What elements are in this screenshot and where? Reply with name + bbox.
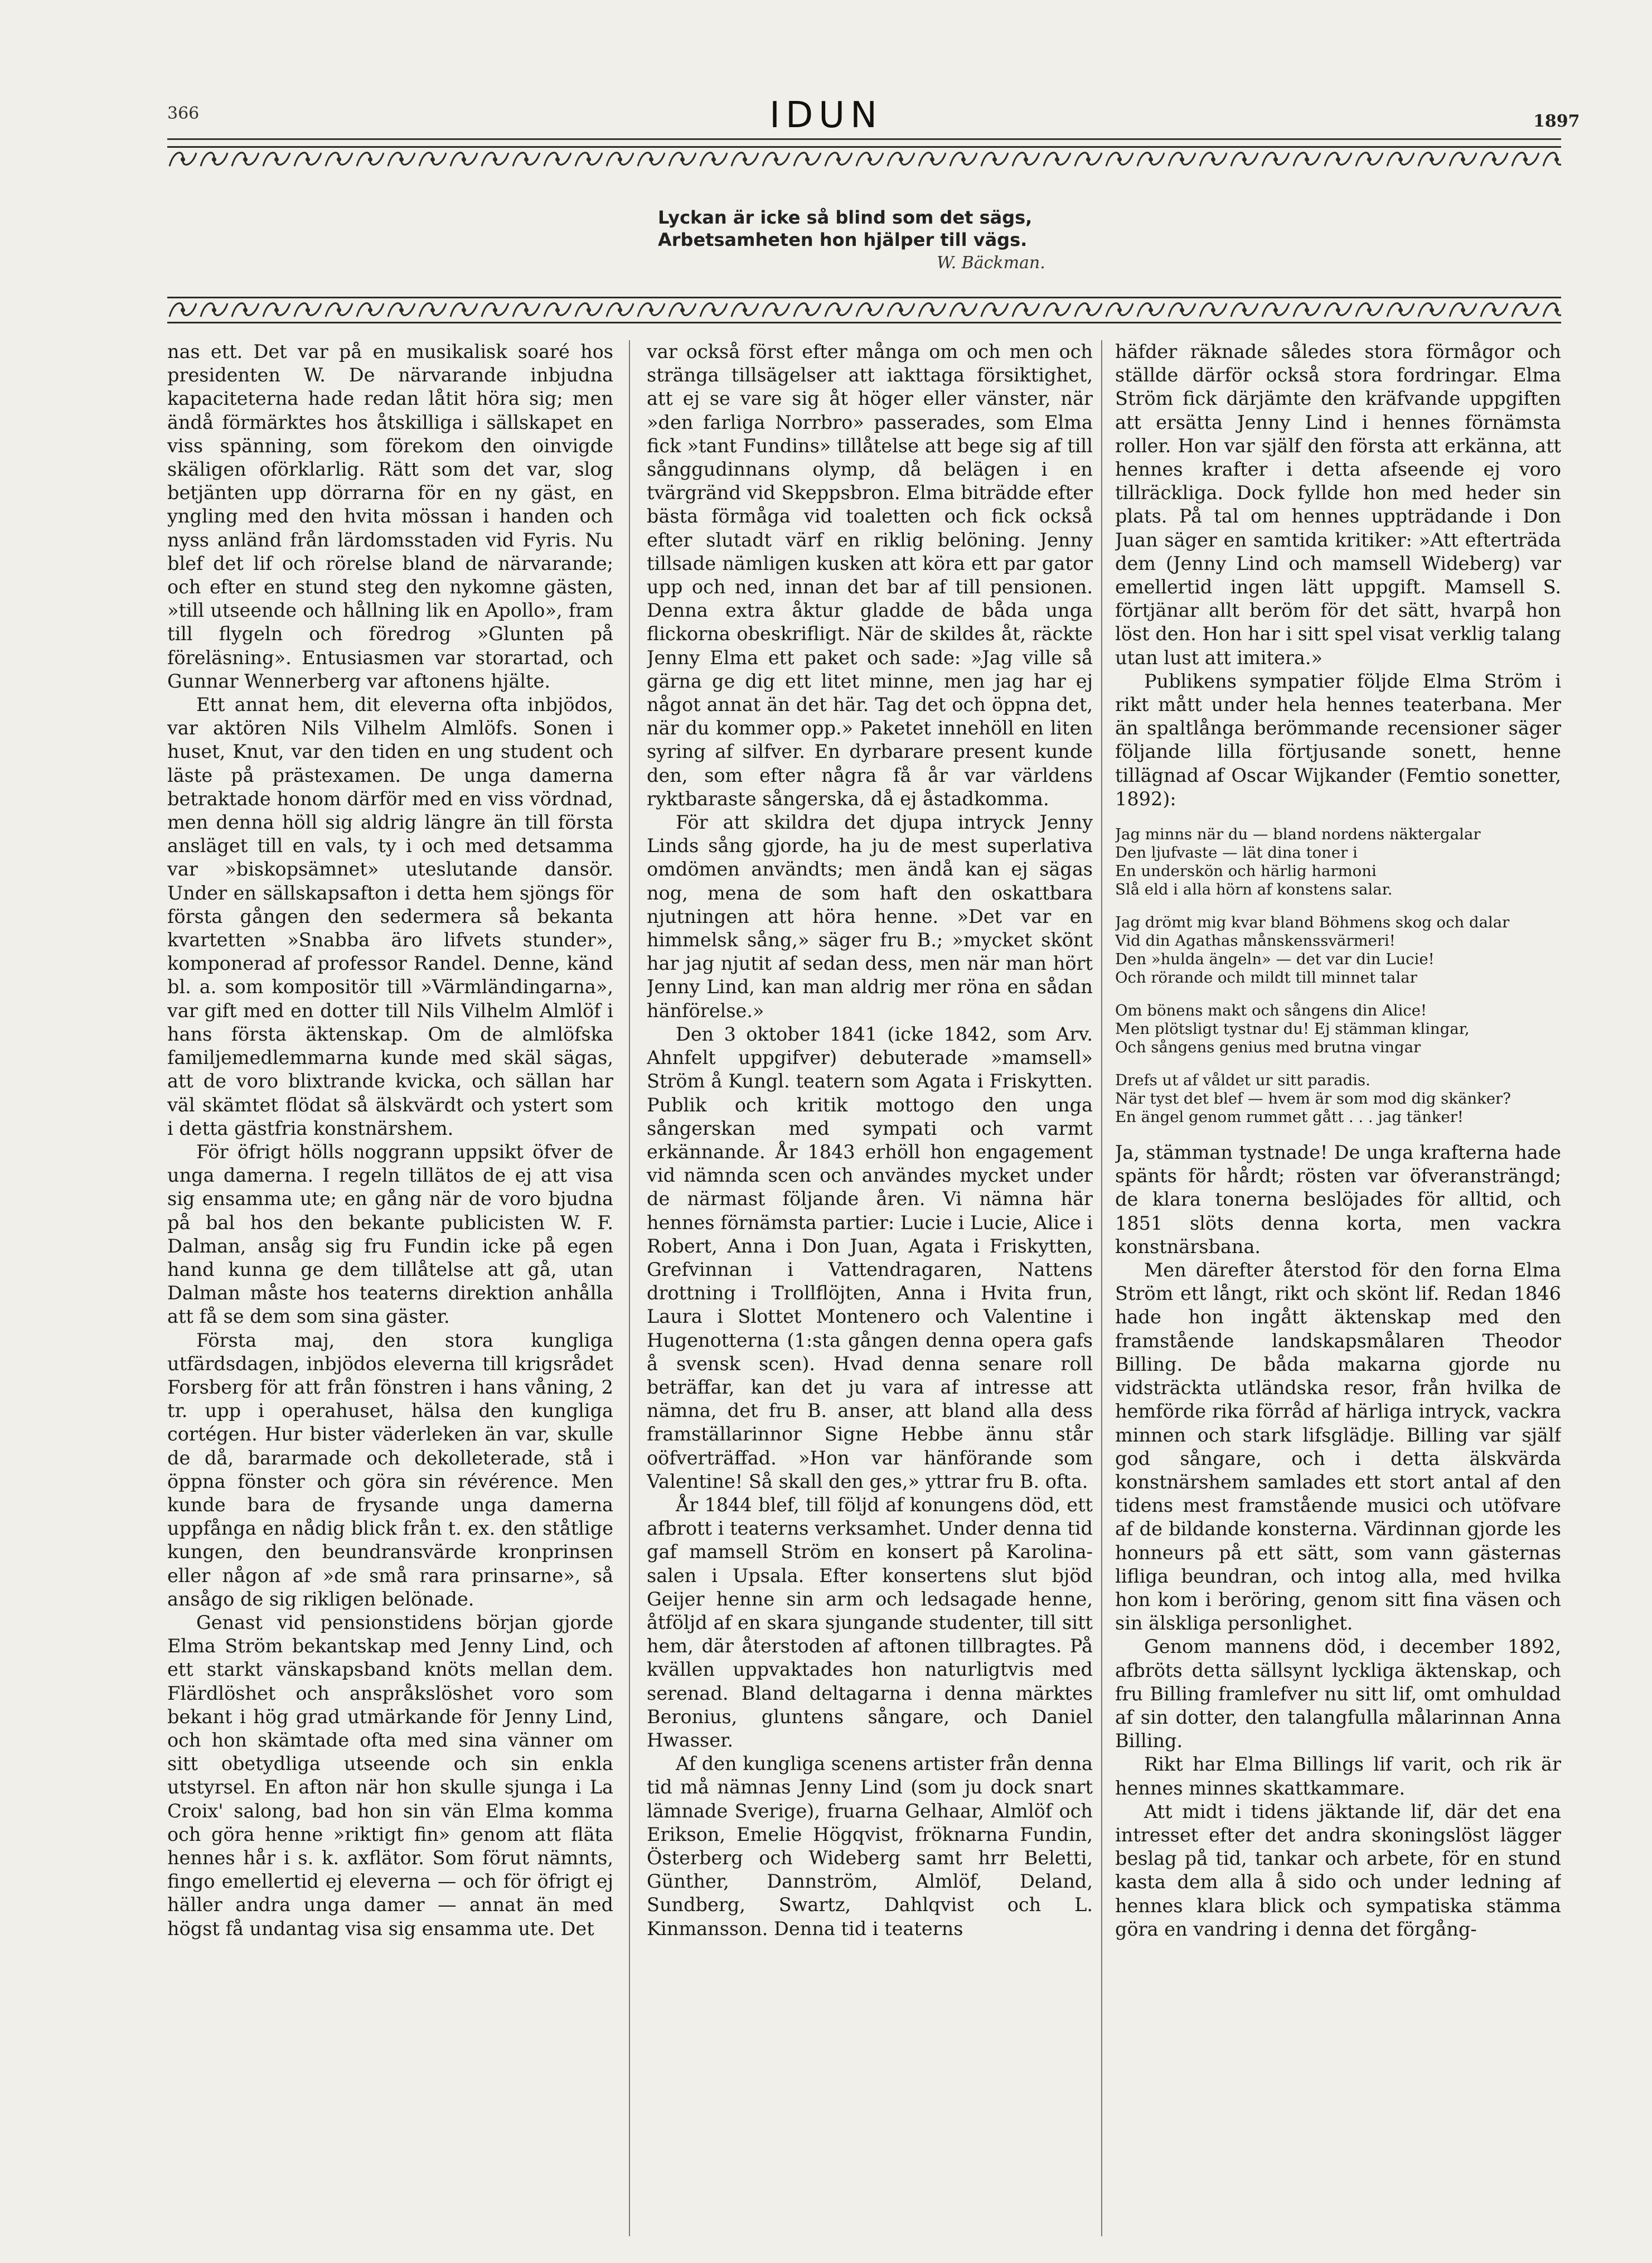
header-rule — [167, 138, 1561, 140]
poem-line: Och sångens genius med brutna vingar — [1115, 1038, 1421, 1057]
article-column-2 — [647, 340, 1093, 2236]
issue-year: 1897 — [1533, 112, 1580, 131]
poem-line: Vid din Agathas månskenssvärmeri! — [1115, 932, 1396, 950]
sonnet — [1115, 825, 1561, 1126]
ornament-border-bottom — [167, 297, 1561, 323]
poem-line: Om bönens makt och sångens din Alice! — [1115, 1002, 1427, 1020]
poem-line: Drefs ut af våldet ur sitt paradis. — [1115, 1071, 1370, 1090]
poem-line: Jag minns när du — bland nordens näktergalar — [1115, 825, 1481, 844]
article-column-3 — [1115, 340, 1561, 2236]
poem-line: En underskön och härlig harmoni — [1115, 862, 1377, 881]
ornament-border-top — [167, 146, 1561, 173]
motto-author: W. Bäckman. — [937, 253, 1045, 273]
paragraph: För att skildra det djupa intryck Jenny Linds sång gjorde, ha ju de mest superlativa omdömen användts; men ändå kan ej sägas nog, mena de som haft den oskattbara njutningen att höra henne. »Det var en himmelsk sång,» säger fru B.; »mycket skönt har jag njutit af sedan dess, men när man hört Jenny Lind, kan man aldrig mer röna en sådan hänförelse.» — [647, 811, 1093, 1022]
paragraph: Men därefter återstod för den forna Elma Ström ett långt, rikt och skönt lif. Redan 1846 hade hon ingått äktenskap med den framstående landskapsmålaren Theodor Billing. De båda makarna gjorde nu vidsträckta utländska resor, från hvilka de hemförde rika förråd af härliga intryck, vackra minnen och stark lifsglädje. Billing var själf god sångare, och i detta älskvärda konstnärshem samlades ett stort antal af den tidens mest framstående musici och utöfvare af de bildande konsterna. Värdinnan gjorde les honneurs på ett sätt, som vann gästernas lifliga beundran, och intog alla, med hvilka hon kom i beröring, genom sitt fina väsen och sin älskliga personlighet. — [1115, 1259, 1561, 1635]
poem-stanza — [1115, 913, 1561, 987]
paragraph: Rikt har Elma Billings lif varit, och rik är hennes minnes skattkammare. — [1115, 1753, 1561, 1799]
paragraph: var också först efter många om och men och stränga tillsägelser att iakttaga försiktighet, att ej se vare sig åt höger eller vänster, när »den farliga Norrbro» passerades, som Elma fick »tant Fundins» tillåtelse att bege sig af till sånggudinnans olymp, då belägen i en tvärgränd vid Skeppsbron. Elma biträdde efter bästa förmåga vid toaletten och fick också efter slutadt värf en riklig belöning. Jenny tillsade nämligen kusken att köra ett par gator upp och ned, innan det bar af till pensionen. Denna extra åktur gladde de båda unga flickorna obeskrifligt. När de skildes åt, räckte Jenny Elma ett paket och sade: »Jag ville så gärna ge dig ett litet minne, men jag har ej något annat än det här. Tag det och öppna det, när du kommer opp.» Paketet innehöll en liten syring af silfver. En dyrbarare present kunde den, som efter några få år var världens ryktbaraste sångerska, då ej åstadkomma. — [647, 341, 1093, 810]
page-number: 366 — [167, 104, 200, 123]
poem-line: Slå eld i alla hörn af konstens salar. — [1115, 881, 1393, 899]
poem-line: Och rörande och mildt till minnet talar — [1115, 969, 1417, 987]
motto-line-2: Arbetsamheten hon hjälper till vägs. — [658, 229, 1028, 250]
paragraph: nas ett. Det var på en musikalisk soaré hos presidenten W. De närvarande inbjudna kapaciteterna hade redan låtit höra sig; men ändå förmärktes hos åtskilliga i sällskapet en viss spänning, som förekom den oinvigde skäligen oförklarlig. Rätt som det var, slog betjänten upp dörrarna för en ny gäst, en yngling med den hvita mössan i handen och nyss anländ från lärdomsstaden vid Fyris. Nu blef det lif och rörelse bland de närvarande; och efter en stund steg den nykomne gästen, »till utseende och hållning lik en Apollo», fram till flygeln och föredrog »Glunten på föreläsning». Entusiasmen var storartad, och Gunnar Wennerberg var aftonens hjälte. — [167, 341, 613, 692]
poem-line: Men plötsligt tystnar du! Ej stämman klingar, — [1115, 1020, 1470, 1038]
paragraph: Att midt i tidens jäktande lif, där det ena intresset efter det andra skoningslöst lägger beslag på tid, tankar och arbete, för en stund kasta dem alla å sido och under ledning af hennes klara blick och sympatiska stämma göra en vandring i denna det förgång- — [1115, 1800, 1561, 1940]
poem-line: Jag drömt mig kvar bland Böhmens skog och dalar — [1115, 913, 1510, 932]
column-divider — [1101, 340, 1102, 2236]
poem-stanza — [1115, 1071, 1561, 1126]
paragraph: Ett annat hem, dit eleverna ofta inbjödos, var aktören Nils Vilhelm Almlöfs. Sonen i huset, Knut, var den tiden en ung student och läste på prästexamen. De unga damerna betraktade honom därför med en viss vördnad, men denna höll sig aldrig längre än till första ansläget till en vals, ty i och med detsamma var »biskopsämnet» uteslutande dansör. Under en sällskapsafton i detta hem sjöngs för första gången den sedermera så bekanta kvartetten »Snabba äro lifvets stunder», komponerad af professor Randel. Denne, känd bl. a. som kompositör till »Värmländingarna», var gift med en dotter till Nils Vilhelm Almlöf i hans första äktenskap. Om de almlöfska familjemedlemmarna kunde med skäl sägas, att de voro blixtrande kvicka, och sällan har väl skämtet flödat så älskvärdt och ystert som i detta gästfria konstnärshem. — [167, 694, 613, 1139]
poem-line: Den ljufvaste — lät dina toner i — [1115, 844, 1358, 862]
paragraph: Ja, stämman tystnade! De unga krafterna hade spänts för hårdt; rösten var öfveransträngd; de klara tonerna beslöjades för alltid, och 1851 slöts denna korta, men vackra konstnärsbana. — [1115, 1142, 1561, 1258]
poem-line: När tyst det blef — hvem är som mod dig skänker? — [1115, 1090, 1511, 1108]
paragraph: Af den kungliga scenens artister från denna tid må nämnas Jenny Lind (som ju dock snart lämnade Sverige), fruarna Gelhaar, Almlöf och Erikson, Emelie Högqvist, fröknarna Fundin, Österberg och Wideberg samt hrr Beletti, Günther, Dannström, Almlöf, Deland, Sundberg, Swartz, Dahlqvist och L. Kinmansson. Denna tid i teaterns — [647, 1753, 1093, 1940]
paragraph: Första maj, den stora kungliga utfärdsdagen, inbjödos eleverna till krigsrådet Forsberg för att från fönstren i hans våning, 2 tr. upp i operahuset, hälsa den kungliga cortégen. Hur bister väderleken än var, skulle de då, bararmade och dekolleterade, stå i öppna fönster och göra sin révérence. Men kunde bara de frysande unga damerna uppfånga en nådig blick från t. ex. den ståtlige kungen, den beundransvärde kronprinsen eller någon af »de små rara prinsarne», så ansågo de sig rikligen belönade. — [167, 1329, 613, 1610]
poem-stanza — [1115, 1002, 1561, 1057]
motto-line-1: Lyckan är icke så blind som det sägs, — [658, 207, 1033, 228]
article-column-1 — [167, 340, 613, 2236]
paragraph: häfder räknade således stora förmågor och ställde därför också stora fordringar. Elma Ström fick därjämte den kräfvande uppgiften att ersätta Jenny Lind i hennes förnämsta roller. Hon var själf den första att erkänna, att hennes krafter i detta afseende ej voro tillräckliga. Dock fyllde hon med heder sin plats. På tal om hennes uppträdande i Don Juan säger en samtida kritiker: »Att efterträda dem (Jenny Lind och mamsell Wideberg) var emellertid ingen lätt uppgift. Mamsell S. förtjänar allt beröm för det sätt, hvarpå hon löst den. Hon har i sitt spel visat verklig talang utan lust att imitera.» — [1115, 341, 1561, 669]
paragraph: År 1844 blef, till följd af konungens död, ett afbrott i teaterns verksamhet. Under denna tid gaf mamsell Ström en konsert på Karolina-salen i Upsala. Efter konsertens slut bjöd Geijer henne sin arm och ledsagade henne, åtföljd af en skara sjungande studenter, till sitt hem, där återstoden af aftonen tillbragtes. På kvällen uppvaktades hon naturligtvis med serenad. Bland deltagarna i denna märktes Beronius, gluntens sångare, och Daniel Hwasser. — [647, 1493, 1093, 1751]
poem-line: En ängel genom rummet gått . . . jag tänker! — [1115, 1108, 1464, 1126]
motto — [658, 206, 1160, 251]
paragraph: Den 3 oktober 1841 (icke 1842, som Arv. Ahnfelt uppgifver) debuterade »mamsell» Ström å Kungl. teatern som Agata i Friskytten. Publik och kritik mottogo den unga sångerskan med sympati och varmt erkännande. År 1843 erhöll hon engagement vid nämnda scen och användes mycket under de närmast följande åren. Vi nämna här hennes förnämsta partier: Lucie i Lucie, Alice i Robert, Anna i Don Juan, Agata i Friskytten, Grefvinnan i Vattendragaren, Nattens drottning i Trollflöjten, Anna i Hvita frun, Laura i Slottet Montenero och Valentine i Hugenotterna (1:sta gången denna opera gafs å svensk scen). Hvad denna senare roll beträffar, kan det ju vara af intresse att nämna, det fru B. anser, att bland alla dess framställarinnor Signe Hebbe ännu står oöfverträffad. »Hon var hänförande som Valentine! Så skall den ges,» yttrar fru B. ofta. — [647, 1023, 1093, 1492]
paragraph: För öfrigt hölls noggrann uppsikt öfver de unga damerna. I regeln tillätos de ej att visa sig ensamma ute; en gång när de voro bjudna på bal hos den bekante publicisten W. F. Dalman, ansåg sig fru Fundin icke på egen hand kunna ge dem tillåtelse att gå, utan Dalman måste hos teaterns direktion anhålla att få se dem som sina gäster. — [167, 1140, 613, 1328]
paragraph: Genom mannens död, i december 1892, afbröts detta sällsynt lyckliga äktenskap, och fru Billing framlefver nu sitt lif, omt omhuldad af sin dotter, den talangfulla målarinnan Anna Billing. — [1115, 1636, 1561, 1752]
paragraph: Publikens sympatier följde Elma Ström i rikt mått under hela hennes teaterbana. Mer än spaltlånga berömmande recensioner säger följande lilla förtjusande sonett, henne tillägnad af Oscar Wijkander (Femtio sonetter, 1892): — [1115, 670, 1561, 810]
poem-stanza — [1115, 825, 1561, 899]
column-divider — [629, 340, 630, 2236]
paragraph: Genast vid pensionstidens början gjorde Elma Ström bekantskap med Jenny Lind, och ett starkt vänskapsband knöts mellan dem. Flärdlöshet och anspråkslöshet voro som bekant i hög grad utmärkande för Jenny Lind, och hon skämtade ofta med sina vänner om sitt obetydliga utseende och sin enkla utstyrsel. En afton när hon skulle sjunga i La Croix' salong, bad hon sin vän Elma komma och göra henne »riktigt fin» genom att fläta hennes hår i s. k. axflätor. Som förut nämnts, fingo emellertid ej eleverna — och för öfrigt ej häller andra unga damer — annat än med högst få undantag visa sig ensamma ute. Det — [167, 1611, 613, 1940]
poem-line: Den »hulda ängeln» — det var din Lucie! — [1115, 950, 1435, 969]
masthead-title: IDUN — [769, 95, 883, 136]
